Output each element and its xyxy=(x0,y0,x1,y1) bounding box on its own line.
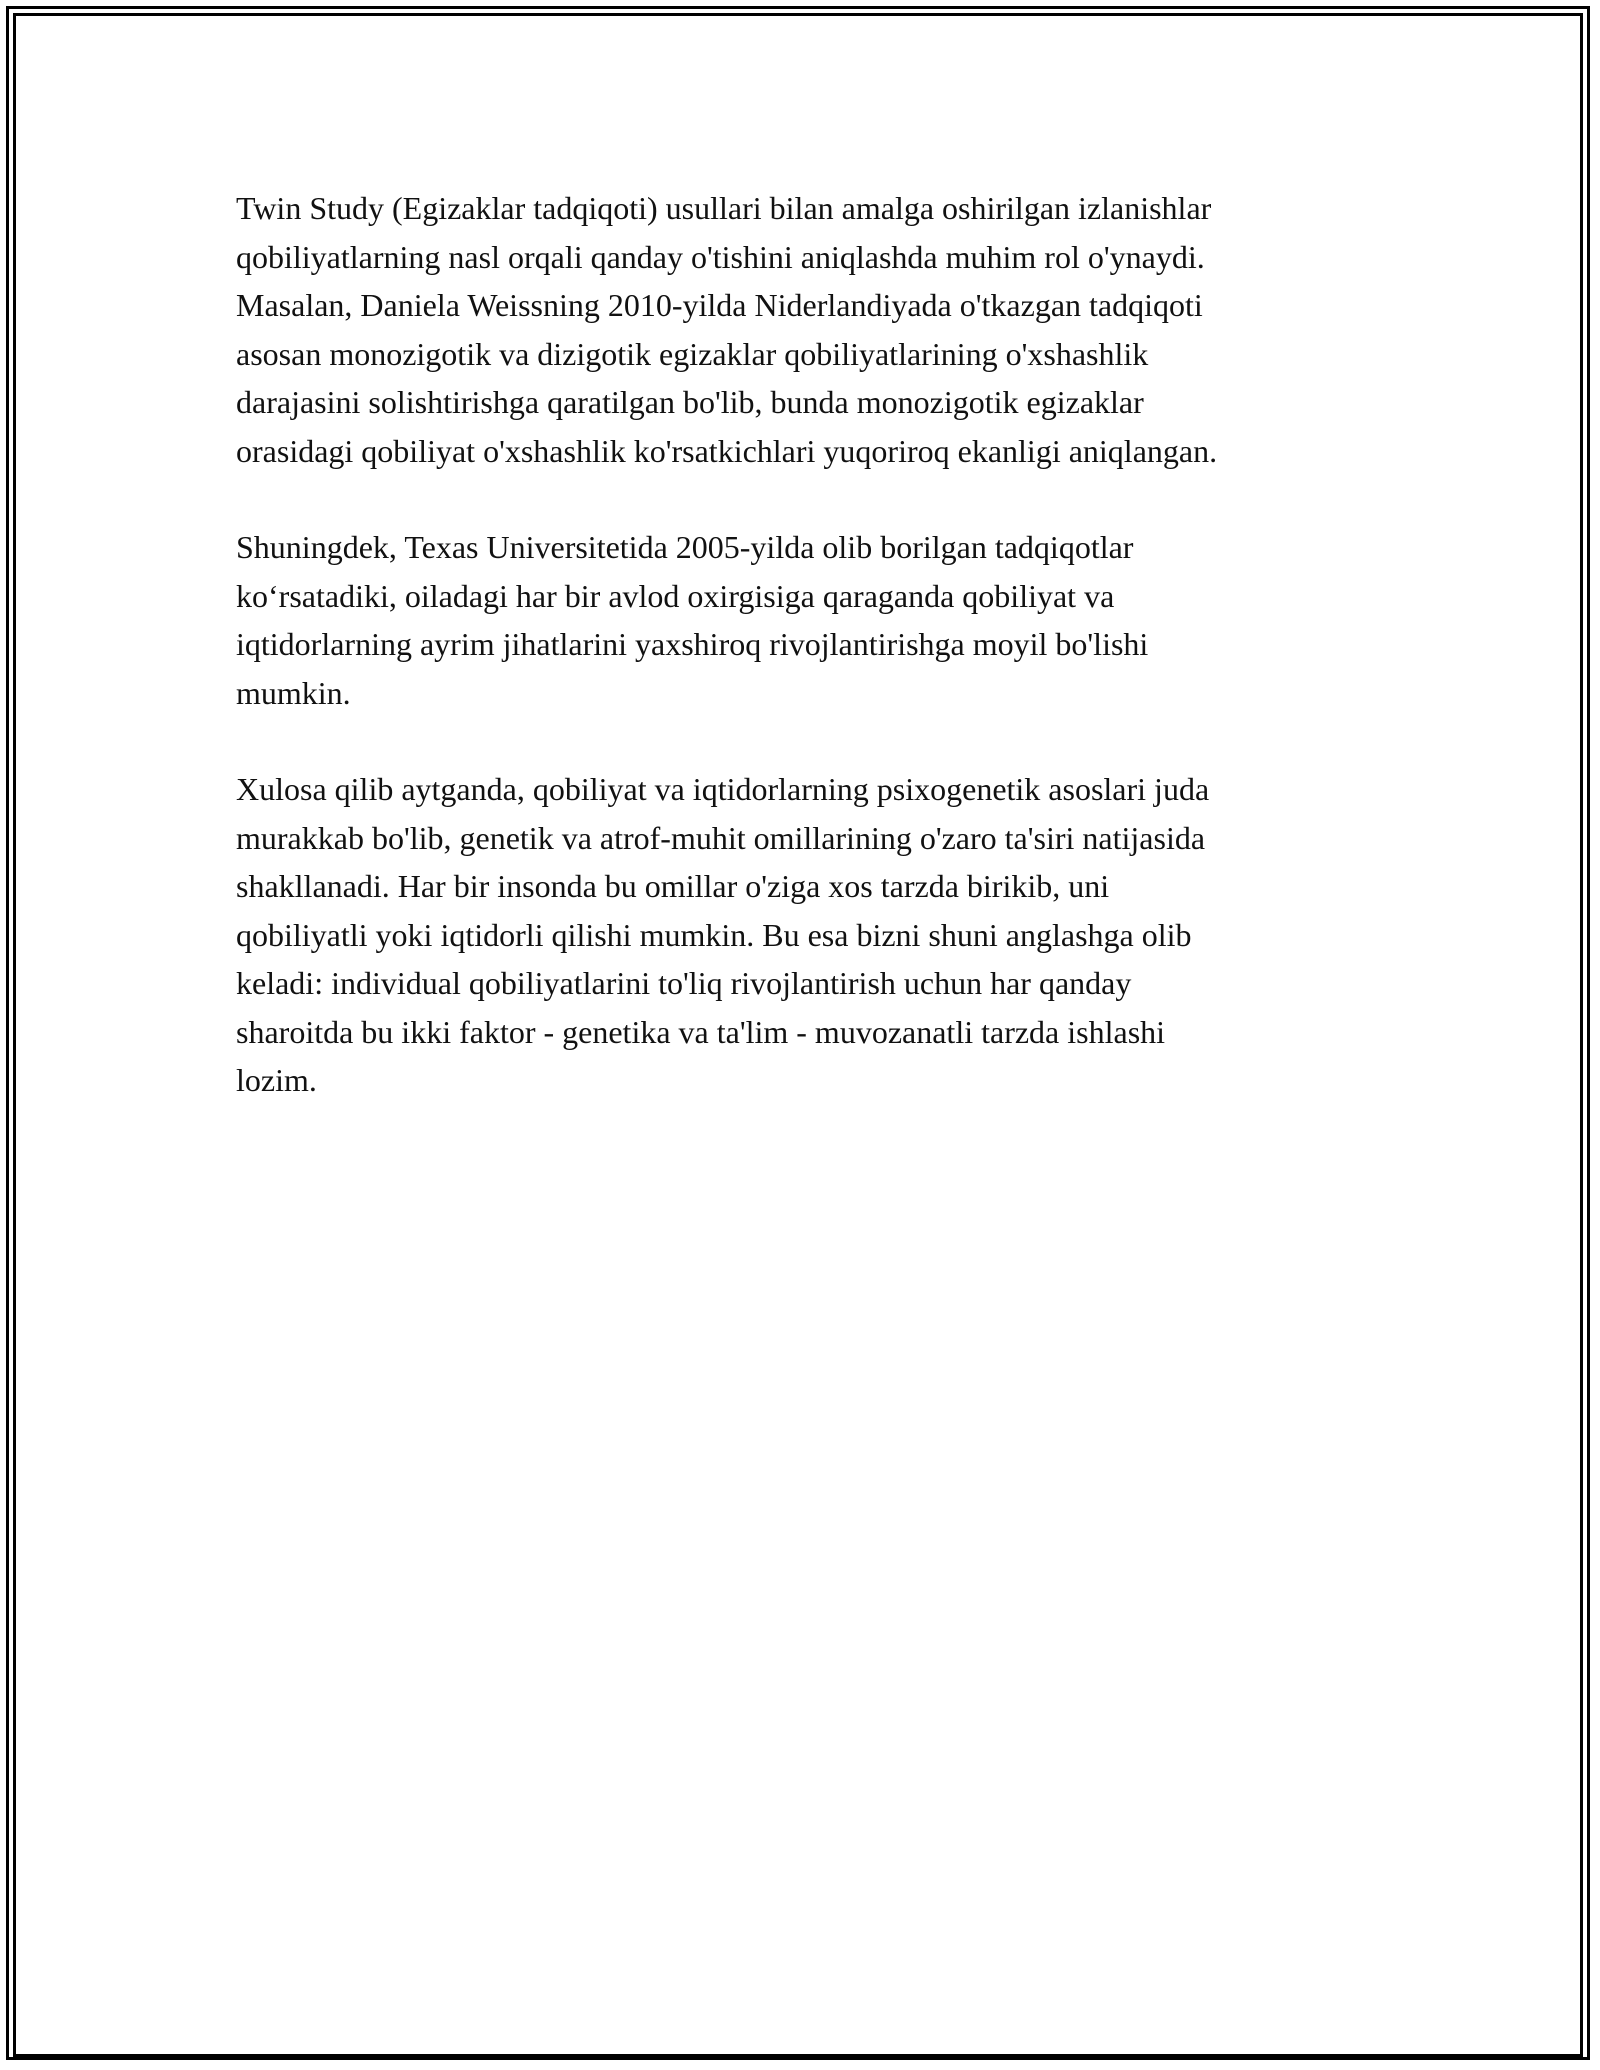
paragraph-texas-university: Shuningdek, Texas Universitetida 2005-yilda olib borilgan tadqiqotlar ko‘rsatadiki, oiladagi har bir avlod oxirgisiga qaraganda qobiliyat va iqtidorlarning ayrim jihatlarini yaxshiroq rivojlantirishga moyil bo'lishi mumkin. xyxy=(236,529,1149,711)
paragraph-conclusion: Xulosa qilib aytganda, qobiliyat va iqtidorlarning psixogenetik asoslari juda murakkab bo'lib, genetik va atrof-muhit omillarining o'zaro ta'siri natijasida shakllanadi. Har bir insonda bu omillar o'ziga xos tarzda birikib, uni qobiliyatli yoki iqtidorli qilishi mumkin. Bu esa bizni shuni anglashga olib keladi: individual qobiliyatlarini to'liq rivojlantirish uchun har qanday sharoitda bu ikki faktor - genetika va ta'lim - muvozanatli tarzda ishlashi lozim. xyxy=(236,771,1210,1098)
paragraph-twin-study: Twin Study (Egizaklar tadqiqoti) usullari bilan amalga oshirilgan izlanishlar qobiliyatlarning nasl orqali qanday o'tishini aniqlashda muhim rol o'ynaydi. Masalan, Daniela Weissning 2010-yilda Niderlandiyada o'tkazgan tadqiqoti asosan monozigotik va dizigotik egizaklar qobiliyatlarining o'xshashlik darajasini solishtirishga qaratilgan bo'lib, bunda monozigotik egizaklar orasidagi qobiliyat o'xshashlik ko'rsatkichlari yuqoriroq ekanligi aniqlangan. xyxy=(236,190,1218,469)
document-body xyxy=(236,184,1376,1153)
